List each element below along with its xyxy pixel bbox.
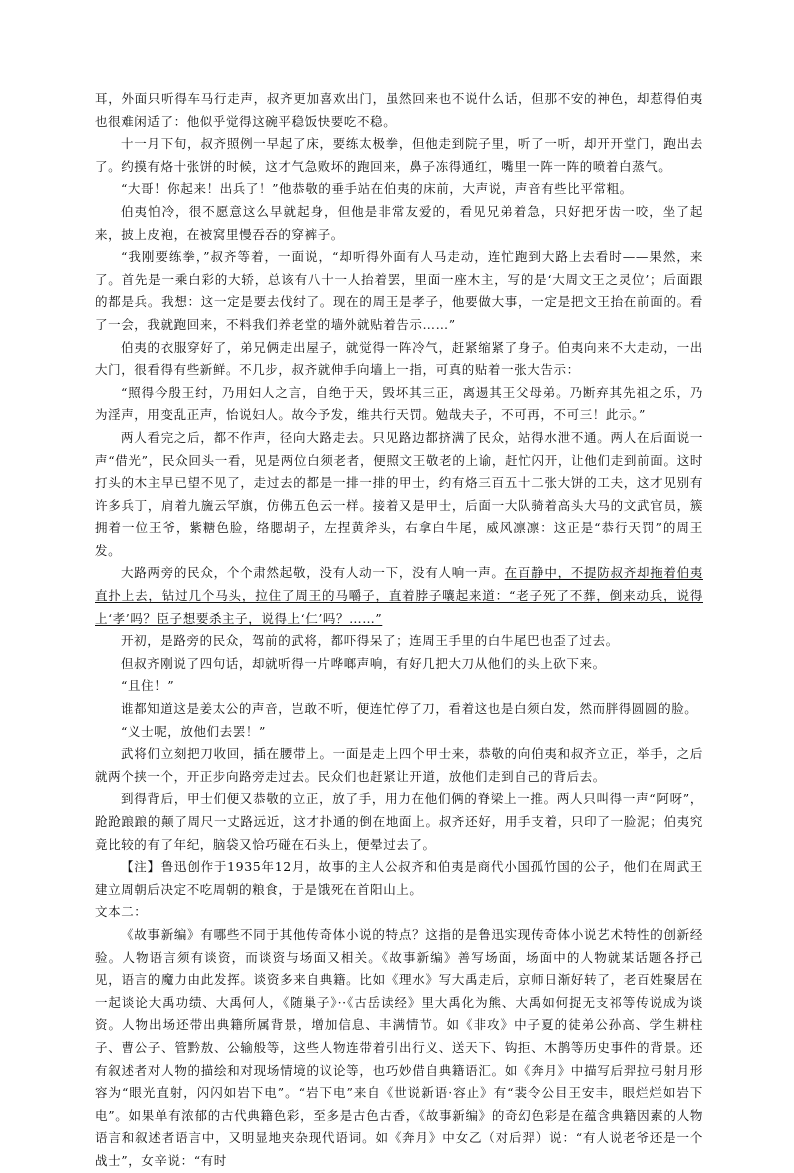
paragraph <box>95 675 703 698</box>
paragraph <box>95 653 703 676</box>
text-segment: 大路两旁的民众，个个肃然起敬，没有人动一下，没有人响一声。 <box>121 565 505 581</box>
text-segment: 伯夷怕冷，很不愿意这么早就起身，但他是非常友爱的，看见兄弟着急，只好把牙齿一咬，坐了起来，披上皮袍，在被窝里慢吞吞的穿裤子。 <box>95 203 703 242</box>
text-segment: 开初，是路旁的民众，驾前的武将，都吓得呆了；连周王手里的白牛尾巴也歪了过去。 <box>121 633 619 649</box>
text-segment: 但叔齐刚说了四句话，却就听得一片哗啷声响，有好几把大刀从他们的头上砍下来。 <box>121 655 606 671</box>
text-segment: “照得今殷王纣，乃用妇人之言，自绝于天，毁坏其三正，离逷其王父母弟。乃断弃其先祖之乐，乃为淫声，用变乱正声，怡说妇人。故今予发，维共行天罚。勉哉夫子，不可再，不可三！此示。” <box>95 384 703 423</box>
paragraph <box>95 743 703 788</box>
text-segment: 文本二： <box>95 904 148 920</box>
paragraph <box>95 630 703 653</box>
text-segment: 谁都知道这是姜太公的声音，岂敢不听，便连忙停了刀，看着这也是白须白发，然而胖得圆圆的脸。 <box>121 701 698 717</box>
text-segment: “我刚要练拳，”叔齐等着，一面说，“却听得外面有人马走动，连忙跑到大路上去看时——果然，来了。首先是一乘白彩的大轿，总该有八十一人抬着罢，里面一座木主，写的是‘大周文王之灵位’；后面跟的都是兵。我想：这一定是要去伐纣了。现在的周王是孝子，他要做大事，一定是把文王抬在前面的。看了一会，我就跑回来，不料我们养老堂的墙外就贴着告示……” <box>95 249 703 332</box>
text-segment: 两人看完之后，都不作声，径向大路走去。只见路边都挤满了民众，站得水泄不通。两人在后面说一声“借光”，民众回头一看，见是两位白须老者，便照文王敬老的上谕，赶忙闪开，让他们走到前面。这时打头的木主早已望不见了，走过去的都是一排一排的甲士，约有烙三百五十二张大饼的工夫，这才见别有许多兵丁，肩着九旒云罕旗，仿佛五色云一样。接着又是甲士，后面一大队骑着高头大马的文武官员，簇拥着一位王爷，紫糖色脸，络腮胡子，左捏黄斧头，右拿白牛尾，威风凛凛：这正是“恭行天罚”的周王发。 <box>95 429 703 558</box>
text-segment: “义士呢，放他们去罢！” <box>121 723 266 739</box>
text-segment: “大哥！你起来！出兵了！”他恭敬的垂手站在伯夷的床前，大声说，声音有些比平常粗。 <box>121 181 633 197</box>
paragraph <box>95 721 703 744</box>
text-segment: 【注】鲁迅创作于1935年12月，故事的主人公叔齐和伯夷是商代小国孤竹国的公子，他们在周武王 建立周朝后决定不吃周朝的粮食，于是饿死在首阳山上。 <box>95 859 703 897</box>
paragraph <box>95 337 703 382</box>
text-segment: 到得背后，甲士们便又恭敬的立正，放了手，用力在他们俩的脊梁上一推。两人只叫得一声“阿呀”，跄跄踉踉的颠了周尺一丈路远近，这才扑通的倒在地面上。叔齐还好，用手支着，只印了一脸泥；伯夷究竟比较的有了年纪，脑袋又恰巧碰在石头上，便晕过去了。 <box>95 791 703 852</box>
paragraph <box>95 201 703 246</box>
underlined-text: 在百静中，不提防叔齐却拖着伯夷直扑上去，钻过几个马头，拉住了周王的马嚼子，直着脖子嚷起来道：“老子死了不葬，倒来动兵，说得上‘孝’吗？臣子想要杀主子，说得上‘仁’吗？……” <box>95 565 703 626</box>
paragraph <box>95 427 703 563</box>
text-segment: 武将们立刻把刀收回，插在腰带上。一面是走上四个甲士来，恭敬的向伯夷和叔齐立正，举手，之后就两个挟一个，开正步向路旁走过去。民众们也赶紧让开道，放他们走到自己的背后去。 <box>95 746 703 784</box>
text-segment: “且住！” <box>121 678 175 694</box>
text-segment: 耳，外面只听得车马行走声，叔齐更加喜欢出门，虽然回来也不说什么话，但那不安的神色，却惹得伯夷也很难闲适了：他似乎觉得这碗平稳饭快要吃不稳。 <box>95 91 703 129</box>
paragraph <box>95 856 703 901</box>
paragraph <box>95 698 703 721</box>
paragraph <box>95 562 703 630</box>
document-page <box>95 88 703 1173</box>
paragraph <box>95 924 703 1173</box>
paragraph <box>95 382 703 427</box>
paragraph <box>95 788 703 856</box>
paragraph <box>95 178 703 201</box>
paragraph <box>95 133 703 178</box>
paragraph <box>95 88 703 133</box>
text-segment: 伯夷的衣服穿好了，弟兄俩走出屋子，就觉得一阵冷气，赶紧缩紧了身子。伯夷向来不大走动，一出大门，很看得有些新鲜。不几步，叔齐就伸手向墙上一指，可真的贴着一张大告示： <box>95 339 703 378</box>
paragraph <box>95 901 703 924</box>
text-segment: 《故事新编》有哪些不同于其他传奇体小说的特点？这指的是鲁迅实现传奇体小说艺术特性的创新经验。人物语言须有谈资，而谈资与场面又相关。《故事新编》善写场面，场面中的人物就某话题各抒己见，语言的魔力由此发挥。谈资多来自典籍。比如《理水》写大禹走后，京师日渐好转了，老百姓聚居在一起谈论大禹功绩、大禹何人，《随巢子》··《古岳读经》里大禹化为熊、大禹如何捉无支祁等传说成为谈资。人物出场还带出典籍所属背景，增加信息、丰满情节。如《非攻》中子夏的徒弟公孙高、学生耕柱子、曹公子、管黔敖、公输般等，这些人物连带着引出行义、送天下、钩拒、木鹊等历史事件的背景。还有叙述者对人物的描绘和对现场情境的议论等，也巧妙借自典籍语汇。如《奔月》中描写后羿拉弓射月形容为“眼光直射，闪闪如岩下电”。“岩下电”来自《世说新语·容止》有“裴令公目王安丰，眼烂烂如岩下电”。如果单有浓郁的古代典籍色彩，至多是古色古香，《故事新编》的奇幻色彩是在蕴含典籍因素的人物语言和叙述者语言中，又明显地夹杂现代语词。如《奔月》中女乙（对后羿）说：“有人说老爷还是一个战士”，女辛说：“有时 <box>95 926 703 1168</box>
paragraph <box>95 246 703 336</box>
text-segment: 十一月下旬，叔齐照例一早起了床，要练太极拳，但他走到院子里，听了一听，却开开堂门，跑出去了。约摸有烙十张饼的时候，这才气急败坏的跑回来，鼻子冻得通红，嘴里一阵一阵的喷着白蒸气。 <box>95 136 703 174</box>
